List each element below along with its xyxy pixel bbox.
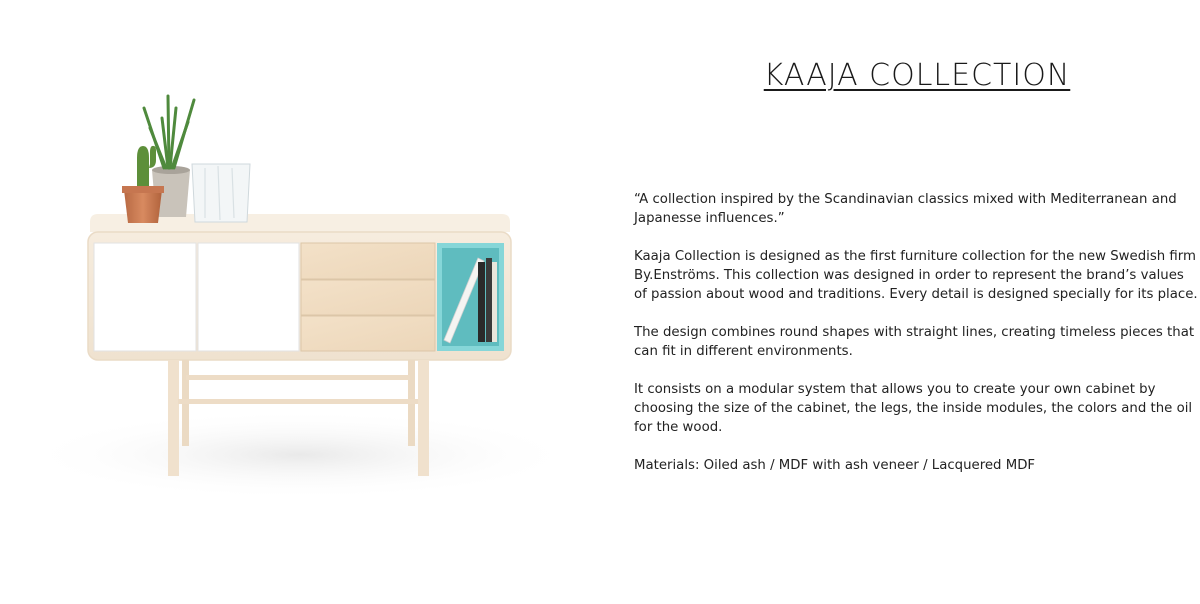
modular-paragraph: It consists on a modular system that allows you to create your own cabinet by choosing the size of the cabinet, the legs, the inside modules, the colors and the oil for the wood. bbox=[634, 382, 1193, 435]
leg-front-left bbox=[168, 360, 179, 476]
leg-front-right bbox=[418, 360, 429, 476]
cabinet-door-right bbox=[198, 243, 299, 351]
sideboard-illustration bbox=[0, 0, 600, 600]
glass-vase bbox=[192, 164, 250, 222]
floor-shadow bbox=[20, 410, 580, 500]
stretcher-lower bbox=[178, 399, 418, 404]
drawer-middle bbox=[301, 280, 435, 315]
intro-paragraph: Kaaja Collection is designed as the first furniture collection for the new Swedish firm By.Enströms. This collection was designed in order to represent the brand’s values of passion about wood and traditions. Every detail is designed specially for its place. bbox=[634, 249, 1198, 302]
design-paragraph: The design combines round shapes with straight lines, creating timeless pieces that can fit in different environments. bbox=[634, 325, 1195, 359]
page-title: KAAJA COLLECTION bbox=[763, 58, 1071, 93]
drawer-bottom bbox=[301, 316, 435, 351]
materials-paragraph: Materials: Oiled ash / MDF with ash veneer / Lacquered MDF bbox=[634, 458, 1036, 473]
stretcher-upper bbox=[186, 375, 410, 380]
cabinet-door-left bbox=[94, 243, 196, 351]
description-text bbox=[634, 190, 1199, 494]
quote-paragraph: “A collection inspired by the Scandinavian classics mixed with Mediterranean and Japanesse influences.” bbox=[634, 192, 1177, 226]
product-image bbox=[0, 0, 600, 600]
drawer-top bbox=[301, 243, 435, 279]
